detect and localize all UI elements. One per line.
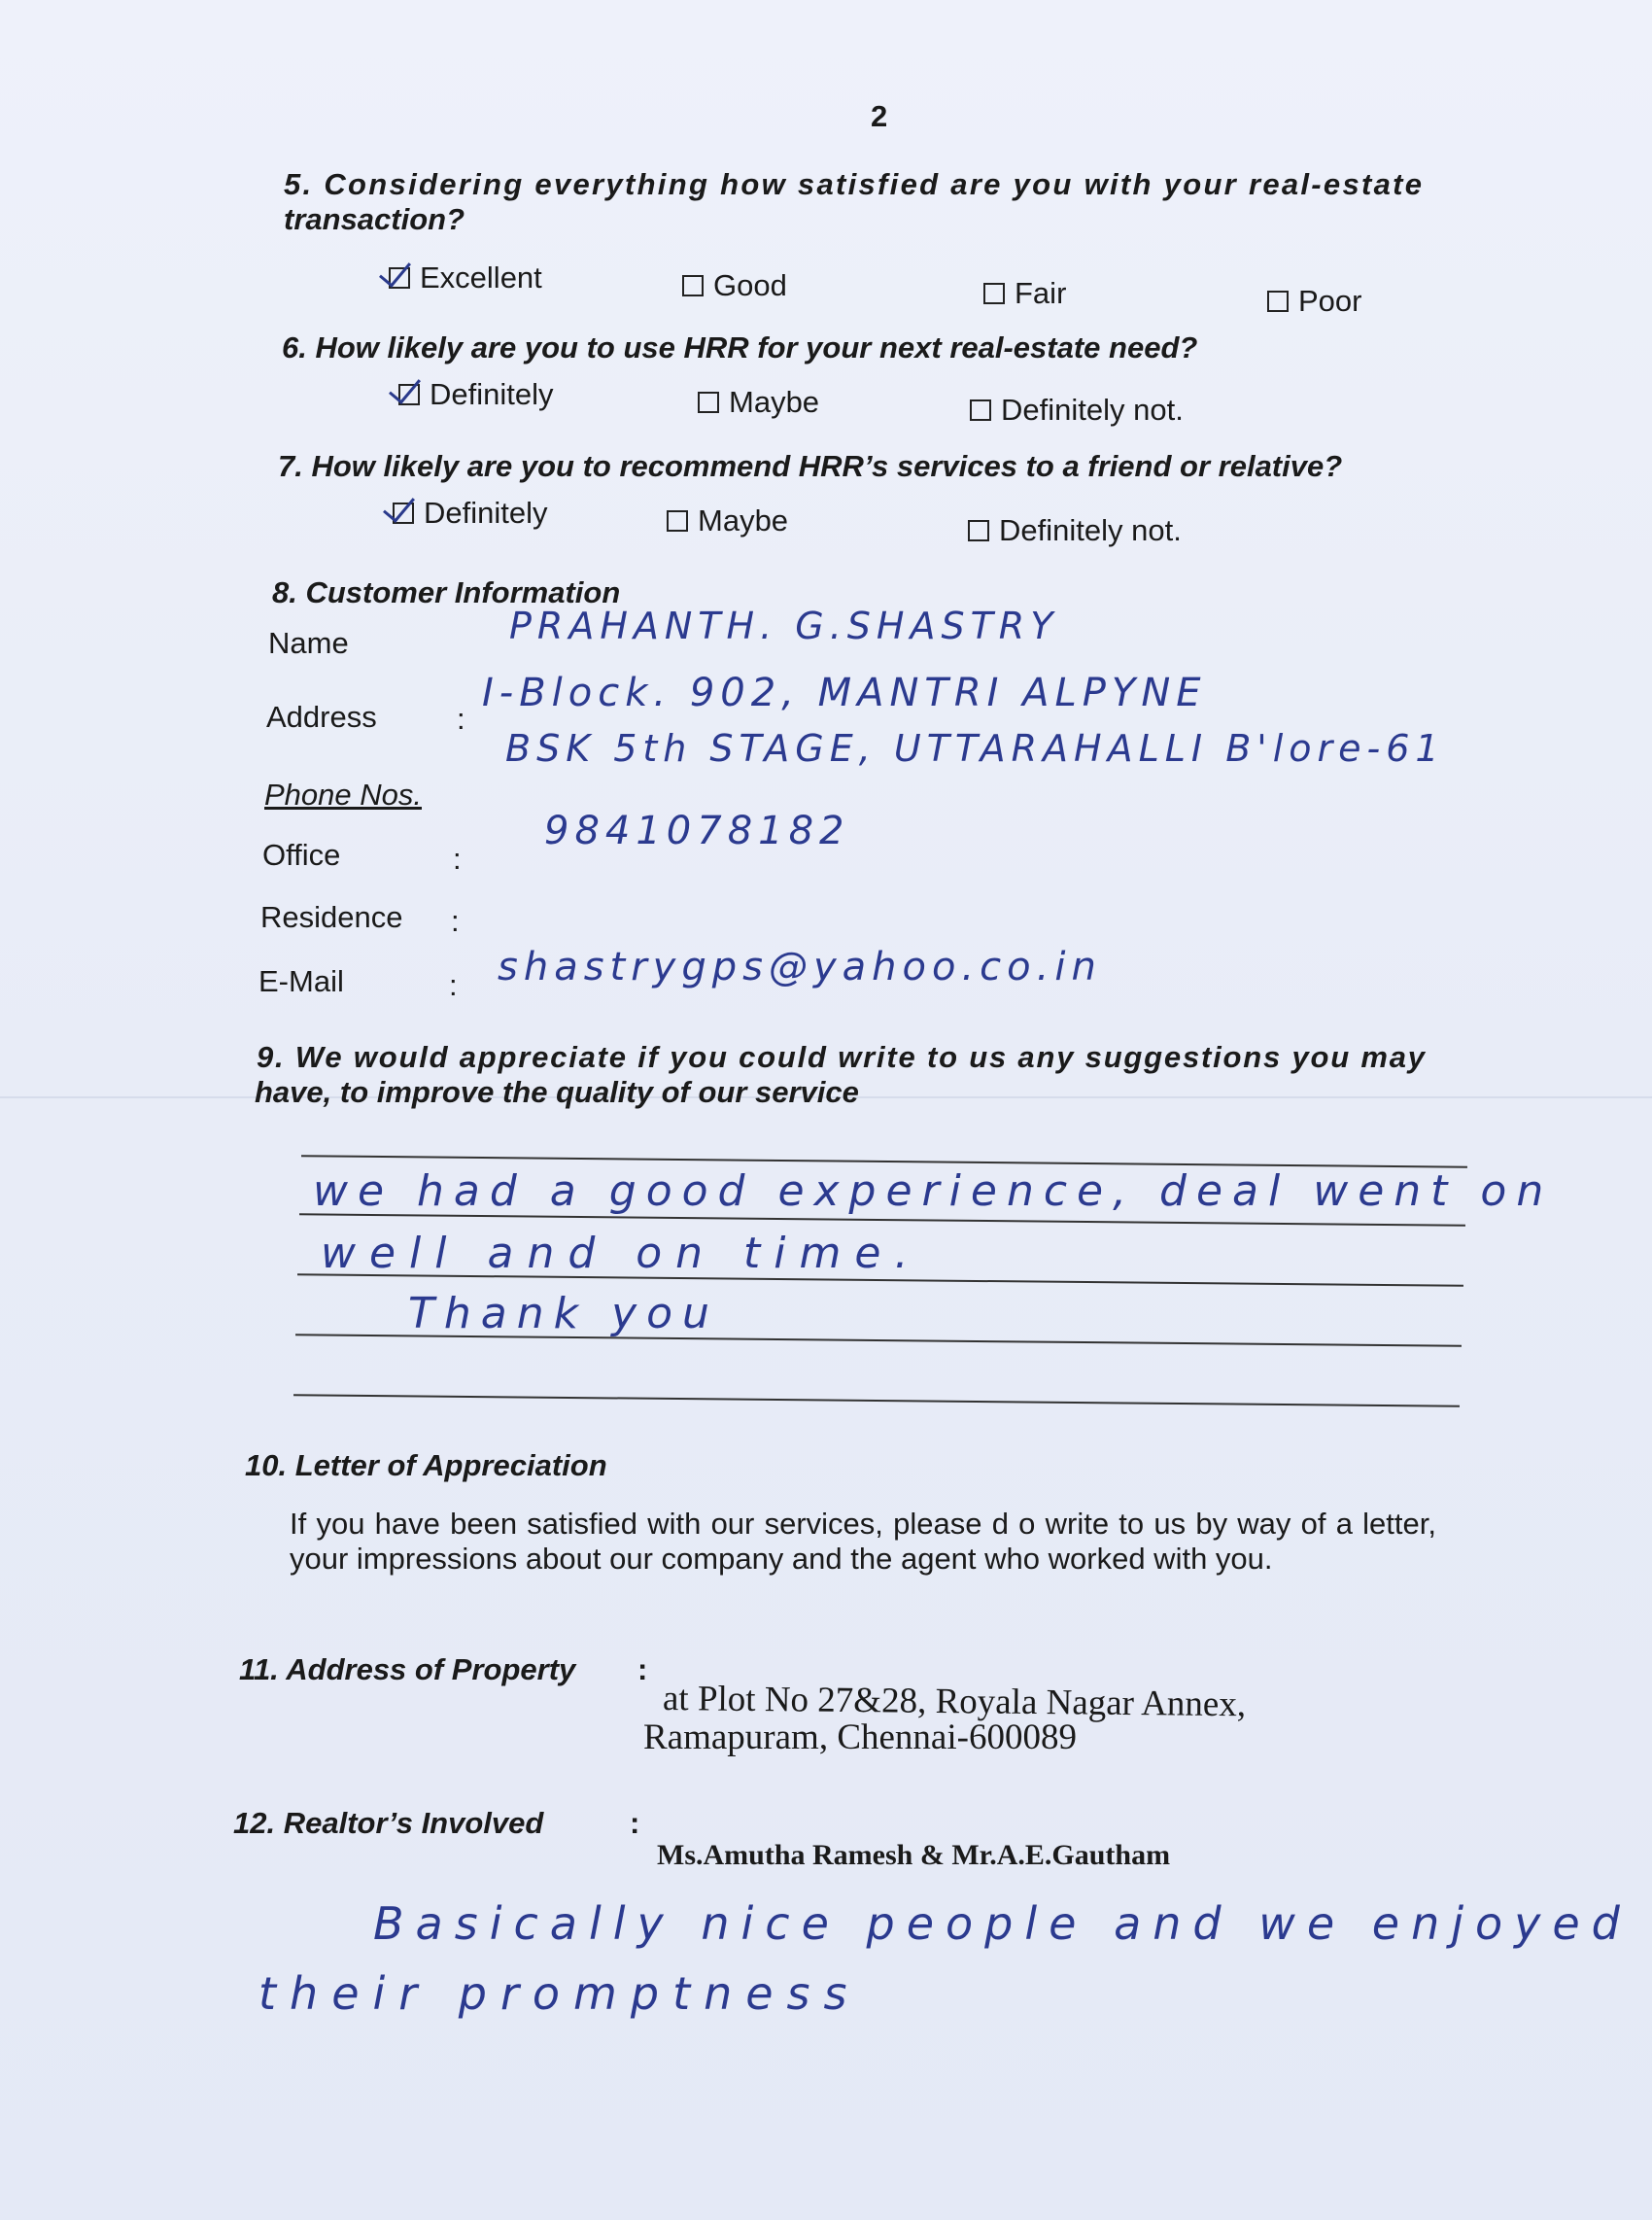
q12-colon: : (630, 1806, 640, 1840)
phone-label: Phone Nos. (264, 778, 422, 812)
checkbox[interactable] (968, 520, 989, 541)
checkbox[interactable] (983, 283, 1005, 304)
email-value: shastrygps@yahoo.co.in (498, 945, 1102, 989)
address-colon: : (457, 702, 465, 736)
q10-heading: 10. Letter of Appreciation (245, 1448, 607, 1482)
realtors-value: Ms.Amutha Ramesh & Mr.A.E.Gautham (657, 1839, 1171, 1871)
checkbox[interactable] (667, 510, 688, 532)
checkbox-checked[interactable] (389, 267, 410, 289)
property-address-line1: at Plot No 27&28, Royala Nagar Annex, (662, 1679, 1247, 1725)
closing-note-line1: Basically nice people and we enjoyed (373, 1897, 1632, 1950)
q7-question: 7. How likely are you to recommend HRR’s services to a friend or relative? (278, 449, 1343, 483)
q6-option-definitely-not[interactable]: Definitely not. (970, 393, 1184, 428)
q6-option-maybe[interactable]: Maybe (698, 385, 819, 420)
checkbox[interactable] (970, 399, 991, 421)
checkbox[interactable] (682, 275, 704, 296)
q12-heading: 12. Realtor’s Involved (233, 1806, 544, 1840)
address-line2: BSK 5th STAGE, UTTARAHALLI B'lore-61 (505, 727, 1445, 770)
name-value: PRAHANTH. G.SHASTRY (509, 605, 1059, 647)
office-label: Office (262, 838, 341, 872)
q5-question-line1: 5. Considering everything how satisfied are you with your real-estate (284, 167, 1425, 201)
checkbox[interactable] (1267, 291, 1289, 312)
suggestion-answer-line2: well and on time. (321, 1229, 922, 1278)
address-label: Address (266, 700, 377, 734)
office-value: 9841078182 (544, 809, 850, 853)
q11-heading: 11. Address of Property (239, 1652, 576, 1686)
q10-body: If you have been satisfied with our services, please d o write to us by way of a letter, your impressions about our company and the agent who worked with you. (290, 1507, 1436, 1576)
suggestion-answer-line3: Thank you (408, 1289, 719, 1338)
q7-option-definitely[interactable]: Definitely (393, 496, 548, 531)
checkbox[interactable] (698, 392, 719, 413)
suggestion-line (293, 1394, 1460, 1407)
residence-colon: : (451, 904, 460, 938)
q7-option-maybe[interactable]: Maybe (667, 503, 788, 538)
closing-note-line2: their promptness (258, 1967, 861, 2020)
q7-option-definitely-not[interactable]: Definitely not. (968, 513, 1182, 548)
q5-option-excellent[interactable]: Excellent (389, 260, 542, 295)
q5-option-good[interactable]: Good (682, 268, 787, 303)
q5-option-poor[interactable]: Poor (1267, 284, 1361, 319)
q5-option-fair[interactable]: Fair (983, 276, 1066, 311)
checkbox-checked[interactable] (393, 503, 414, 524)
q6-option-definitely[interactable]: Definitely (398, 377, 554, 412)
residence-label: Residence (260, 900, 403, 934)
q6-question: 6. How likely are you to use HRR for your next real-estate need? (282, 330, 1198, 364)
q9-question-line2: have, to improve the quality of our service (255, 1075, 859, 1109)
address-line1: I-Block. 902, MANTRI ALPYNE (482, 671, 1207, 715)
name-label: Name (268, 626, 349, 660)
q8-heading: 8. Customer Information (272, 575, 621, 609)
q9-question-line1: 9. We would appreciate if you could write to us any suggestions you may (257, 1040, 1427, 1074)
page-number: 2 (871, 99, 888, 133)
property-address-line2: Ramapuram, Chennai-600089 (643, 1717, 1077, 1757)
office-colon: : (453, 842, 462, 876)
q11-colon: : (637, 1652, 648, 1686)
q5-question-line2: transaction? (284, 202, 465, 236)
suggestion-answer-line1: we had a good experience, deal went on (313, 1166, 1554, 1216)
email-label: E-Mail (258, 964, 344, 998)
email-colon: : (449, 968, 458, 1002)
checkbox-checked[interactable] (398, 384, 420, 405)
